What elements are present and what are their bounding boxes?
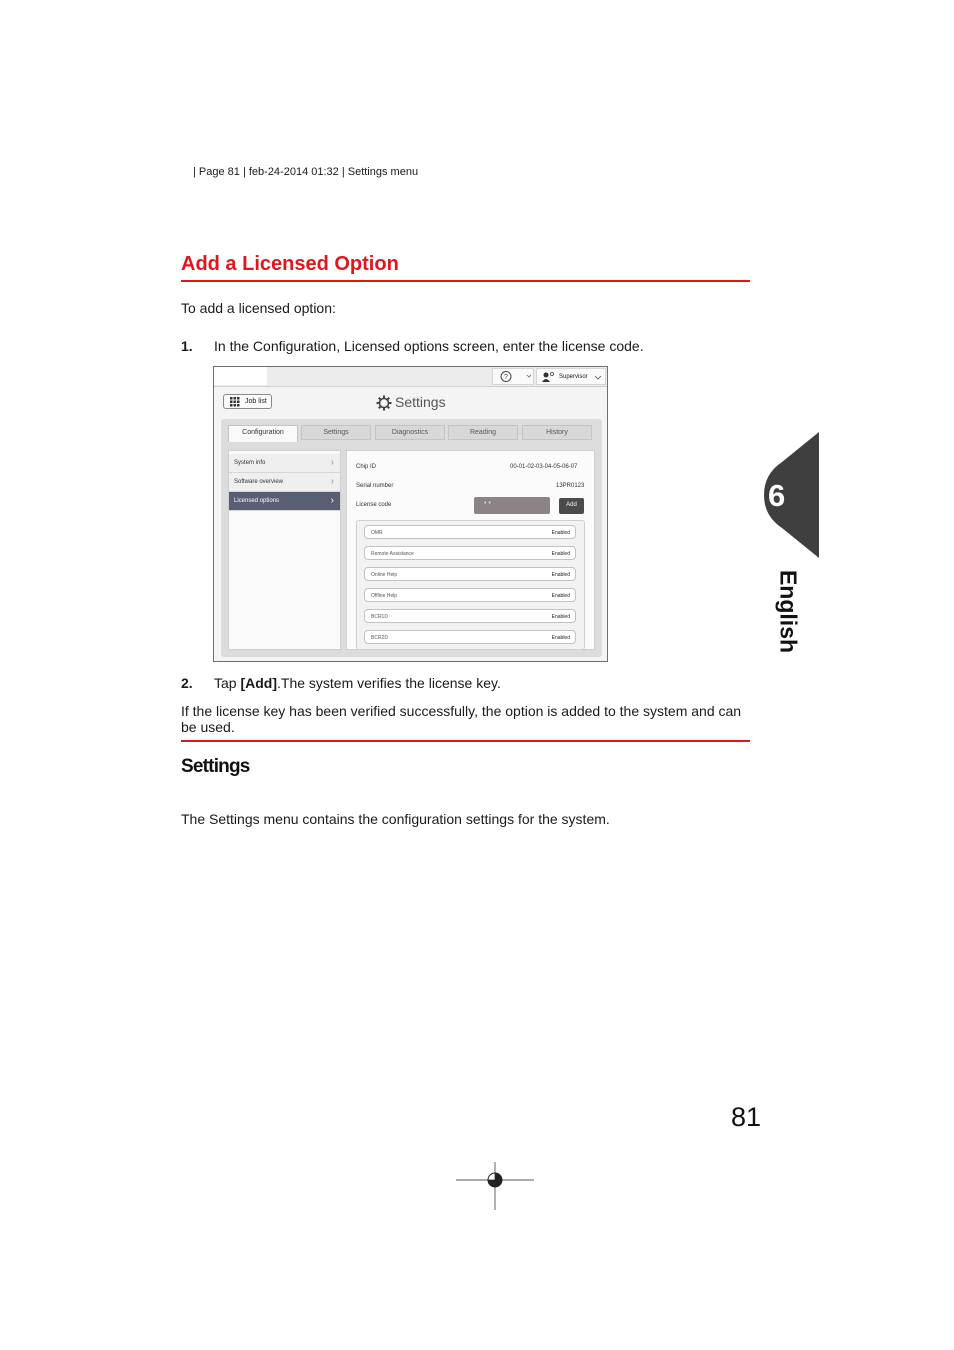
serial-number-value: 13PR0123	[556, 483, 585, 489]
job-list-label: Job list	[245, 398, 267, 405]
chapter-number: 6	[768, 478, 786, 513]
title-underline	[181, 280, 750, 282]
chevron-down-icon	[594, 375, 602, 381]
option-status: Enabled	[551, 530, 570, 536]
option-status: Enabled	[551, 614, 570, 620]
option-status: Enabled	[551, 551, 570, 557]
step-2-text	[214, 675, 501, 691]
help-icon	[493, 369, 533, 384]
add-button[interactable]: Add	[559, 498, 584, 514]
tab-diagnostics[interactable]: Diagnostics	[375, 425, 445, 440]
menu-item-label: System info	[234, 460, 266, 466]
page-number: 81	[731, 1102, 762, 1132]
menu-item-label: Licensed options	[234, 498, 280, 504]
section-divider	[181, 740, 750, 742]
option-name: BCR1D	[371, 614, 388, 620]
step-2-number: 2.	[181, 675, 193, 691]
help-button[interactable]	[492, 368, 534, 385]
menu-item-licensed-options[interactable]	[229, 492, 340, 511]
serial-number-label: Serial number	[356, 483, 394, 489]
option-name: BCR2D	[371, 635, 388, 641]
option-row-bcr1d	[364, 609, 576, 623]
language-label-wrap	[743, 568, 813, 658]
menu-item-system-info[interactable]	[229, 454, 340, 473]
result-line-1: If the license key has been verified successfully, the option is added to the system and can	[181, 703, 742, 719]
step-2-bold: [Add]	[240, 675, 278, 691]
tab-settings[interactable]: Settings	[301, 425, 371, 440]
step-1-text: In the Configuration, Licensed options screen, enter the license code.	[214, 338, 644, 354]
screen-title: Settings	[395, 394, 446, 410]
option-row-offline-help	[364, 588, 576, 602]
registration-mark-icon	[456, 1162, 534, 1210]
option-row-online-help	[364, 567, 576, 581]
page-header: | Page 81 | feb-24-2014 01:32 | Settings menu	[193, 166, 419, 178]
user-icon	[541, 370, 555, 384]
option-name: Online Help	[371, 572, 398, 578]
grid-icon	[230, 397, 242, 407]
user-name: Supervisor	[559, 374, 588, 380]
user-menu[interactable]	[536, 368, 606, 385]
section-title-settings: Settings	[181, 756, 250, 777]
chevron-right-icon: ›	[330, 457, 334, 468]
license-code-input[interactable]: • •	[474, 497, 550, 514]
chevron-right-icon: ›	[330, 495, 334, 506]
step-1-number: 1.	[181, 338, 193, 354]
top-bar	[214, 367, 607, 387]
option-status: Enabled	[551, 593, 570, 599]
option-name: OMR	[371, 530, 383, 536]
settings-screenshot	[213, 366, 608, 662]
intro-text: To add a licensed option:	[181, 300, 336, 316]
gear-icon	[376, 395, 392, 411]
license-code-label: License code	[356, 502, 392, 508]
settings-menu-list	[228, 450, 341, 650]
option-name: Offline Help	[371, 593, 398, 599]
option-row-bcr2d	[364, 630, 576, 644]
menu-item-label: Software overview	[234, 479, 284, 485]
option-status: Enabled	[551, 572, 570, 578]
option-row-remote-assistance	[364, 546, 576, 560]
chevron-right-icon: ›	[330, 476, 334, 487]
top-bar-blank	[214, 367, 267, 385]
option-status: Enabled	[551, 635, 570, 641]
section-title-add-licensed-option: Add a Licensed Option	[181, 253, 399, 275]
language-label: English	[775, 569, 802, 654]
tab-history[interactable]: History	[522, 425, 592, 440]
result-line-2: be used.	[181, 719, 235, 735]
step-2-post: .The system verifies the license key.	[277, 675, 501, 691]
step-2-pre: Tap	[214, 675, 241, 691]
settings-body-text: The Settings menu contains the configuration settings for the system.	[181, 811, 610, 827]
tab-configuration[interactable]: Configuration	[228, 425, 298, 442]
tab-reading[interactable]: Reading	[448, 425, 518, 440]
option-name: Remote Assistance	[371, 551, 414, 557]
chip-id-label: Chip ID	[356, 464, 377, 470]
job-list-button[interactable]	[223, 394, 272, 409]
chip-id-value: 00-01-02-03-04-05-06-07	[510, 464, 578, 470]
menu-item-software-overview[interactable]	[229, 473, 340, 492]
svg-text:?: ?	[504, 374, 508, 381]
option-row-omr	[364, 525, 576, 539]
